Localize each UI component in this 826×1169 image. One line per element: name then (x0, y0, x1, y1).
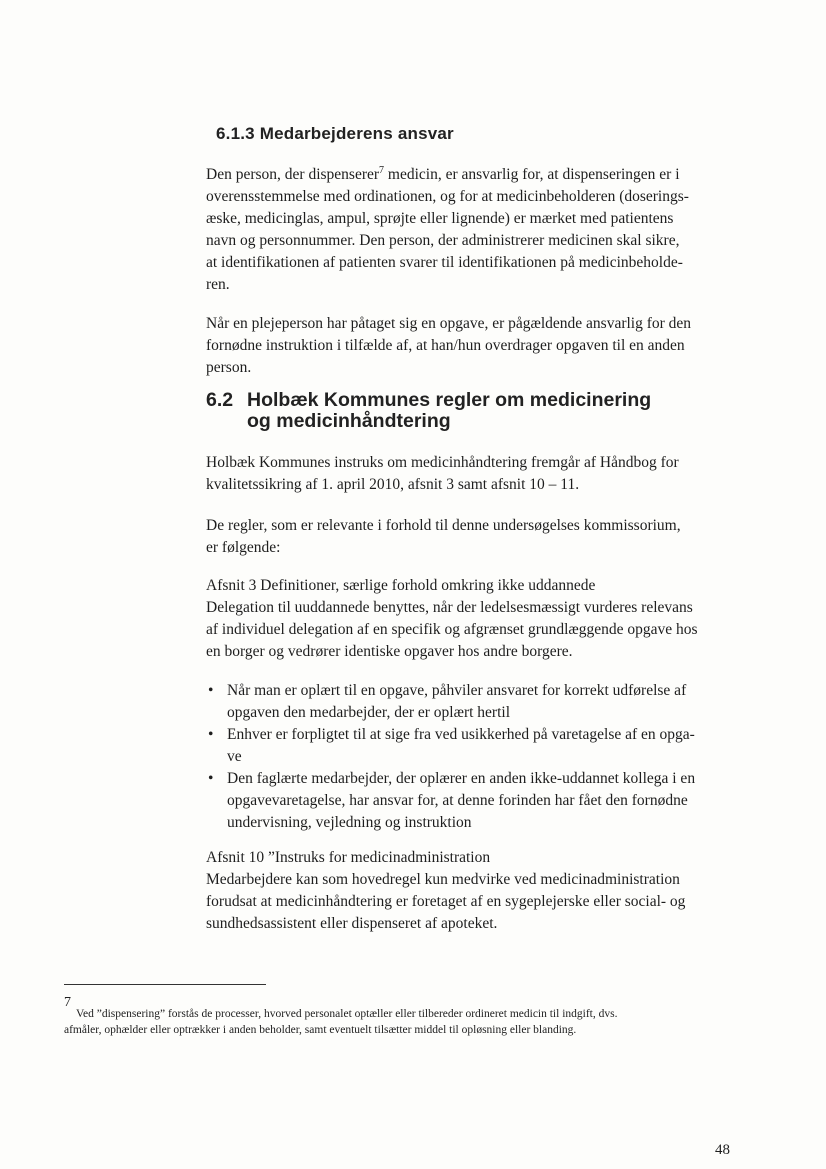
list-item (206, 768, 741, 834)
text-line: ve (227, 748, 242, 765)
section-heading-6-2 (206, 390, 651, 432)
bullet-icon: • (208, 770, 214, 787)
text-line: Enhver er forpligtet til at sige fra ved usikkerhed på varetagelse af en opga- (227, 726, 695, 743)
paragraph-dispensing-responsibility (206, 164, 738, 296)
text-line: undervisning, vejledning og instruktion (227, 814, 472, 831)
text-line: opgaven den medarbejder, der er oplært hertil (227, 704, 511, 721)
text-line: Medarbejdere kan som hovedregel kun medvirke ved medicinadministration (206, 871, 680, 888)
paragraph-relevant-rules (206, 515, 738, 559)
text-line: ren. (206, 276, 230, 293)
paragraph-afsnit-10 (206, 847, 738, 935)
paragraph-afsnit-3 (206, 575, 738, 663)
text-line: navn og personnummer. Den person, der administrerer medicinen skal sikre, (206, 232, 680, 249)
list-item (206, 680, 741, 724)
bullet-icon: • (208, 726, 214, 743)
section-heading-6-1-3: 6.1.3 Medarbejderens ansvar (216, 124, 454, 143)
section-number: 6.2 (206, 389, 234, 411)
text-line: overensstemmelse med ordinationen, og for at medicinbeholderen (doserings- (206, 188, 689, 205)
page-number: 48 (715, 1142, 730, 1158)
text-line: fornødne instruktion i tilfælde af, at han/hun overdrager opgaven til en anden (206, 337, 685, 354)
bullet-icon: • (208, 682, 214, 699)
text-line: opgavevaretagelse, har ansvar for, at denne forinden har fået den fornødne (227, 792, 688, 809)
text-line: Ved ”dispensering” forstås de processer, hvorved personalet optæller eller tilbereder ordineret medicin til indgift, dvs. (76, 1008, 618, 1020)
text-line: af individuel delegation af en specifik og afgrænset grundlæggende opgave hos (206, 621, 698, 638)
text-line: kvalitetssikring af 1. april 2010, afsnit 3 samt afsnit 10 – 11. (206, 476, 580, 493)
bullet-list (206, 680, 741, 834)
text-line: De regler, som er relevante i forhold til denne undersøgelses kommissorium, (206, 517, 681, 534)
footnote-text (64, 1006, 754, 1038)
text-line: Delegation til uuddannede benyttes, når der ledelsesmæssigt vurderes relevans (206, 599, 693, 616)
footnote-marker: 7 (64, 995, 71, 1010)
section-title-line: Holbæk Kommunes regler om medicinering (247, 389, 652, 411)
text-line: Når en plejeperson har påtaget sig en opgave, er pågældende ansvarlig for den (206, 315, 692, 332)
text-line: person. (206, 359, 252, 376)
text-line: æske, medicinglas, ampul, sprøjte eller lignende) er mærket med patientens (206, 210, 674, 227)
text-line: Når man er oplært til en opgave, påhviler ansvaret for korrekt udførelse af (227, 682, 687, 699)
footnote-reference: 7 (379, 164, 385, 176)
paragraph-caregiver-responsibility (206, 313, 738, 379)
text-line: forudsat at medicinhåndtering er foretaget af en sygeplejerske eller social- og (206, 893, 686, 910)
footnote-divider (64, 984, 266, 985)
text-fragment: Den person, der dispenserer (206, 166, 380, 183)
text-line: sundhedsassistent eller dispenseret af apoteket. (206, 915, 498, 932)
text-line: at identifikationen af patienten svarer til identifikationen på medicinbeholde- (206, 254, 683, 271)
text-line (206, 164, 738, 186)
text-line: en borger og vedrører identiske opgaver hos andre borgere. (206, 643, 573, 660)
text-line: Afsnit 3 Definitioner, særlige forhold omkring ikke uddannede (206, 577, 596, 594)
paragraph-municipal-instructions (206, 452, 738, 496)
text-line: Den faglærte medarbejder, der oplærer en anden ikke-uddannet kollega i en (227, 770, 696, 787)
list-item (206, 724, 741, 768)
text-fragment: medicin, er ansvarlig for, at dispenseringen er i (384, 166, 680, 183)
text-line: Holbæk Kommunes instruks om medicinhåndtering fremgår af Håndbog for (206, 454, 679, 471)
text-line: Afsnit 10 ”Instruks for medicinadministration (206, 849, 491, 866)
text-line: afmåler, ophælder eller optrækker i anden beholder, samt eventuelt tilsætter middel til opløsning eller blanding. (64, 1024, 577, 1036)
text-line: er følgende: (206, 539, 281, 556)
section-title-line: og medicinhåndtering (247, 410, 451, 432)
